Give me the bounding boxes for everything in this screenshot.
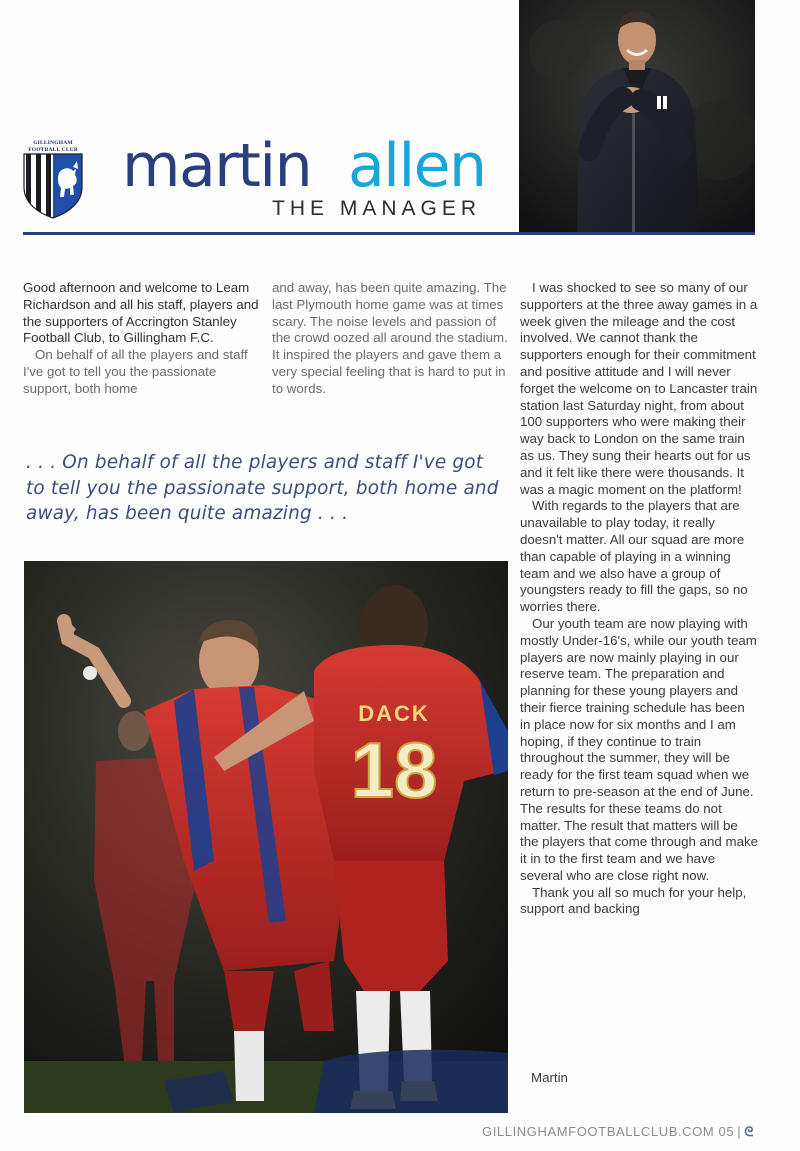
title-last-name: allen (348, 131, 486, 201)
article-paragraph: Good afternoon and welcome to Leam Richardson and all his staff, players and the supporters of Accrington Stanley Football Club, to Gillingham F.C. (23, 280, 259, 346)
shirt-name-label: DACK (358, 701, 430, 726)
page-subtitle: THE MANAGER (272, 197, 482, 220)
article-paragraph: Our youth team are now playing with mostly Under-16's, while our youth team players are now mainly playing in our reserve team. The preparation and planning for these young players and their fierce training schedule has been in place now for six months and I am hoping, if they continue to train throughout the summer, they will be ready for the first team squad when we return to pre-season at the end of June. The results for these teams do not matter. The result that matters will be the players that come through and make it in to the first team and we have several who are close right now. (520, 615, 759, 883)
article-signature: Martin (531, 1070, 568, 1085)
footer-website: GILLINGHAMFOOTBALLCLUB.COM (482, 1124, 715, 1139)
pull-quote: . . . On behalf of all the players and staff I've got to tell you the passionate support, both home and away, has been quite amazing . . . (26, 452, 499, 524)
article-paragraph: I was shocked to see so many of our supporters at the three away games in a week given the mileage and the cost involved. We cannot thank the supporters enough for their commitment and positive attitude and I will never forget the welcome on to Lancaster train station last Saturday night, from about 100 supporters who were making their way back to London on the same train as us. They sung their hearts out for us and it felt like there were thousands. It was a magic moment on the platform! (520, 280, 758, 497)
article-column-3 (520, 280, 758, 918)
article-column-2 (272, 280, 512, 398)
title-first-name: martin (122, 131, 312, 201)
article-paragraph: With regards to the players that are unavailable to play today, it really doesn't matter. All our squad are more than capable of playing in a winning team and we also have a group of youngsters ready to fill the gaps, so no worries there. (520, 498, 748, 615)
article-paragraph: and away, has been quite amazing. The last Plymouth home game was at times scary. The noise levels and passion of the crowd oozed all around the stadium. It inspired the players and gave them a very special feeling that is hard to put in to words. (272, 280, 508, 396)
sponsor-mark-icon: ᘓ (744, 1124, 754, 1139)
header-divider (23, 232, 755, 235)
celebration-photo (24, 561, 508, 1113)
page-footer (482, 1124, 754, 1140)
article-paragraph: Thank you all so much for your help, support and backing (520, 884, 747, 917)
footer-separator: | (737, 1124, 742, 1139)
article-column-1 (23, 280, 259, 398)
club-crest (23, 140, 83, 220)
crest-club-name: GILLINGHAM FOOTBALL CLUB (28, 140, 78, 153)
crest-shield-icon (23, 153, 83, 219)
article-paragraph: On behalf of all the players and staff I've got to tell you the passionate support, both home (23, 347, 248, 396)
shirt-number-label: 18 (350, 726, 438, 814)
footer-page-number: 05 (718, 1124, 735, 1139)
manager-photo (519, 0, 755, 232)
